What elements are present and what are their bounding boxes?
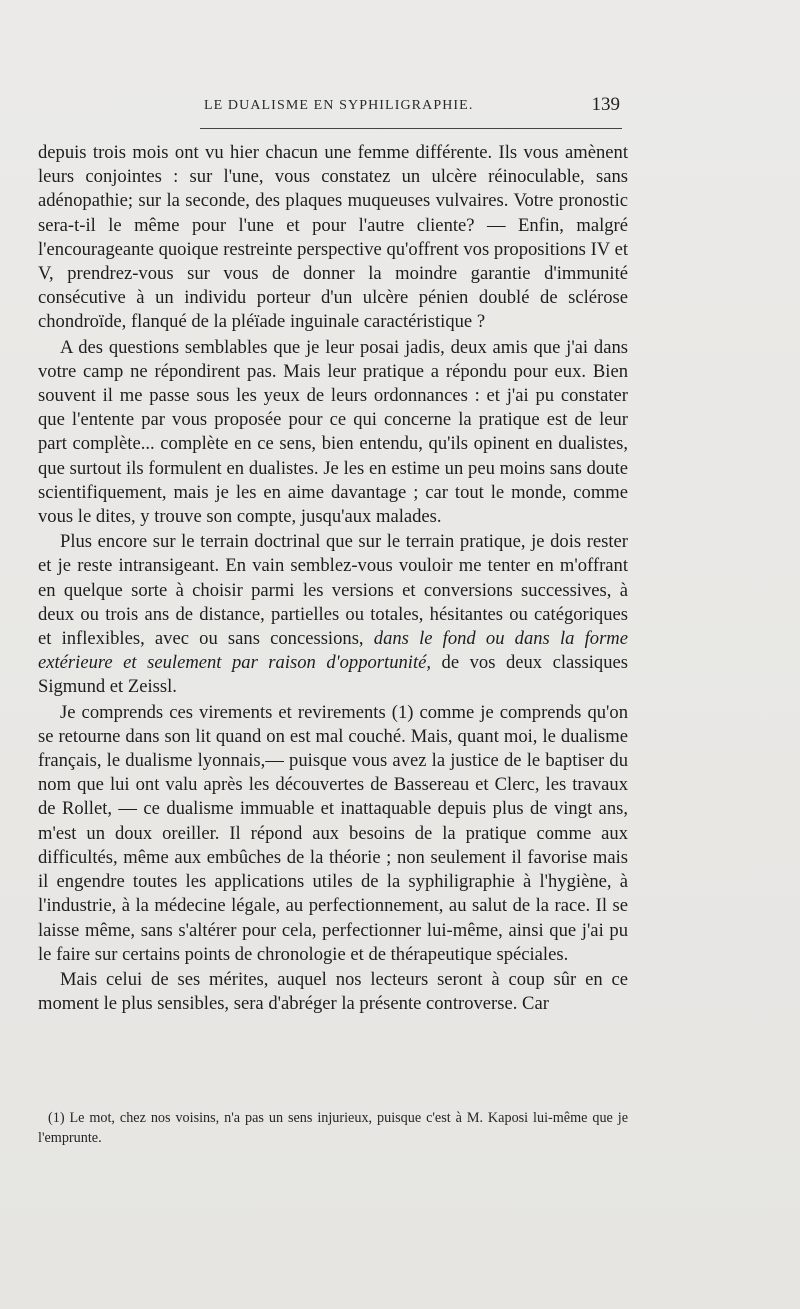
- footnote-text: (1) Le mot, chez nos voisins, n'a pas un sens injurieux, puisque c'est à M. Kaposi lui-même que je l'emprunte.: [38, 1110, 628, 1146]
- main-text: [38, 141, 628, 1016]
- footnote: [38, 1108, 628, 1148]
- header-rule: [200, 128, 622, 129]
- paragraph-3-text: Plus encore sur le terrain doctrinal que sur le terrain pratique, je dois rester et je reste intransigeant. En vain semblez-vous vouloir me tenter en m'offrant en quelque sorte à choisir parmi les versions et conversions successives, à deux ou trois ans de distance, partielles ou totales, hésitantes ou catégoriques et inflexibles, avec ou sans concessions,: [38, 531, 628, 650]
- paragraph-3-italic: dans le fond ou dans la forme extérieure et seulement par raison d'opportunité,: [38, 628, 628, 674]
- paragraph-3: [38, 530, 628, 699]
- paragraph-2: A des questions semblables que je leur posai jadis, deux amis que j'ai dans votre camp ne répondirent pas. Mais leur pratique a répondu pour eux. Bien souvent il me passe sous les yeux de leurs ordonnances : et j'ai pu constater que l'entente par vous proposée pour ce qui concerne la pratique est de leur part complète... complète en ce sens, bien entendu, qu'ils opinent en dualistes, que surtout ils formulent en dualistes. Je les en estime un peu moins sans doute scientifiquement, mais je les en aime davantage ; car tout le monde, comme vous le dites, y trouve son compte, jusqu'aux malades.: [38, 336, 628, 528]
- paragraph-1: depuis trois mois ont vu hier chacun une femme différente. Ils vous amènent leurs conjointes : sur l'une, vous constatez un ulcère réinoculable, sans adénopathie; sur la seconde, des plaques muqueuses vulvaires. Votre pronostic sera-t-il le même pour l'une et pour l'autre cliente? — Enfin, malgré l'encourageante quoique restreinte perspective qu'offrent vos propositions IV et V, prendrez-vous sur vous de donner la moindre garantie d'immunité consécutive à un individu porteur d'un ulcère pénien doublé de sclérose chondroïde, flanqué de la pléïade inguinale caractéristique ?: [38, 142, 628, 333]
- paragraph-4: Je comprends ces virements et revirements (1) comme je comprends qu'on se retourne dans son lit quand on est mal couché. Mais, quant moi, le dualisme français, le dualisme lyonnais,— puisque vous avez la justice de le baptiser du nom que lui ont valu après les découvertes de Bassereau et Clerc, les travaux de Rollet, — ce dualisme immuable et inattaquable depuis plus de vingt ans, m'est un doux oreiller. Il répond aux besoins de la pratique comme aux difficultés, même aux embûches de la théorie ; non seulement il favorise mais il engendre toutes les applications utiles de la syphiligraphie à l'hygiène, à l'industrie, à la médecine légale, au perfectionnement, au salut de la race. Il se laisse même, sans s'altérer pour cela, perfectionner lui-même, ainsi que j'ai pu le faire sur certains points de chronologie et de thérapeutique spéciales.: [38, 701, 628, 965]
- page-header: [200, 94, 620, 120]
- paragraph-5: Mais celui de ses mérites, auquel nos lecteurs seront à coup sûr en ce moment le plus sensibles, sera d'abréger la présente controverse. Car: [38, 968, 628, 1015]
- page-number: 139: [591, 94, 620, 115]
- running-title: LE DUALISME EN SYPHILIGRAPHIE.: [204, 98, 474, 113]
- paragraph-3-end: de vos deux classiques Sigmund et Zeissl.: [38, 652, 628, 698]
